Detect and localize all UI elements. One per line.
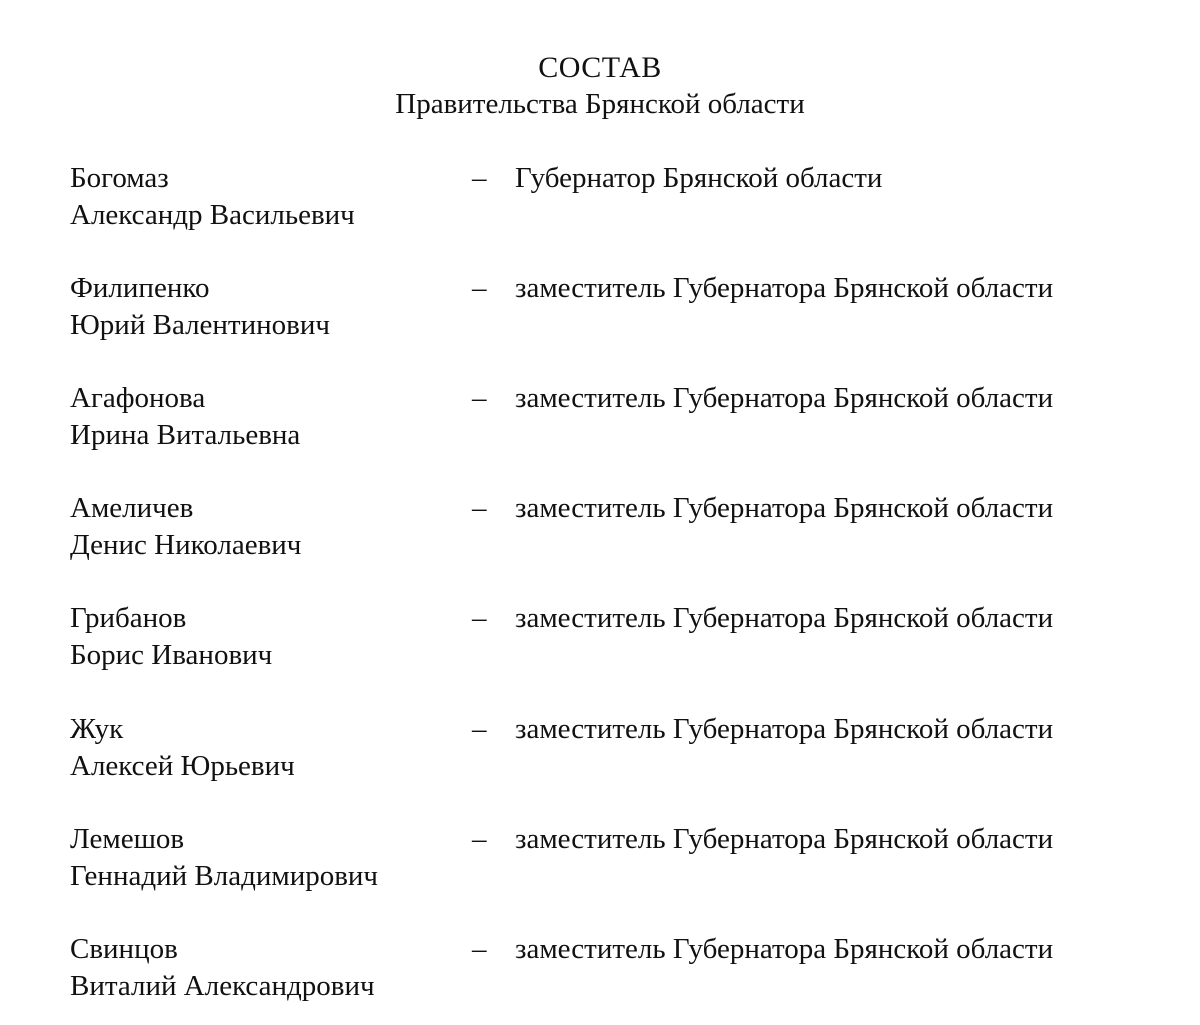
document-title: СОСТАВ <box>538 51 662 84</box>
member-row <box>0 931 1200 1011</box>
member-surname: Амеличев <box>70 492 194 524</box>
member-given-name: Денис Николаевич <box>70 529 302 561</box>
separator-dash: – <box>472 823 487 855</box>
member-role: Губернатор Брянской области <box>515 162 883 194</box>
member-surname: Филипенко <box>70 272 210 304</box>
member-given-name: Ирина Витальевна <box>70 419 301 451</box>
member-row <box>0 821 1200 901</box>
member-role: заместитель Губернатора Брянской области <box>515 602 1054 634</box>
member-role: заместитель Губернатора Брянской области <box>515 713 1054 745</box>
member-given-name: Юрий Валентинович <box>70 309 330 341</box>
member-surname: Агафонова <box>70 382 206 414</box>
member-surname: Жук <box>70 713 124 745</box>
member-name <box>70 821 378 895</box>
member-surname: Грибанов <box>70 602 187 634</box>
separator-dash: – <box>472 272 487 304</box>
member-name <box>70 270 330 344</box>
member-given-name: Алексей Юрьевич <box>70 750 295 782</box>
separator-dash: – <box>472 933 487 965</box>
member-role: заместитель Губернатора Брянской области <box>515 933 1054 965</box>
separator-dash: – <box>472 382 487 414</box>
member-surname: Свинцов <box>70 933 178 965</box>
document-subtitle: Правительства Брянской области <box>395 88 805 120</box>
member-name <box>70 711 295 785</box>
member-name <box>70 600 272 674</box>
member-given-name: Борис Иванович <box>70 639 273 671</box>
document-header <box>0 50 1200 122</box>
member-row <box>0 270 1200 350</box>
member-role: заместитель Губернатора Брянской области <box>515 823 1054 855</box>
member-name <box>70 490 301 564</box>
member-surname: Богомаз <box>70 162 169 194</box>
member-row <box>0 600 1200 680</box>
member-name <box>70 380 300 454</box>
member-row <box>0 380 1200 460</box>
member-row <box>0 490 1200 570</box>
member-row <box>0 711 1200 791</box>
member-name <box>70 160 355 234</box>
separator-dash: – <box>472 602 487 634</box>
member-role: заместитель Губернатора Брянской области <box>515 272 1054 304</box>
member-surname: Лемешов <box>70 823 185 855</box>
member-role: заместитель Губернатора Брянской области <box>515 492 1054 524</box>
member-name <box>70 931 375 1005</box>
separator-dash: – <box>472 713 487 745</box>
member-given-name: Геннадий Владимирович <box>70 860 379 892</box>
separator-dash: – <box>472 162 487 194</box>
member-given-name: Александр Васильевич <box>70 199 355 231</box>
member-given-name: Виталий Александрович <box>70 970 375 1002</box>
member-role: заместитель Губернатора Брянской области <box>515 382 1054 414</box>
separator-dash: – <box>472 492 487 524</box>
member-row <box>0 160 1200 240</box>
